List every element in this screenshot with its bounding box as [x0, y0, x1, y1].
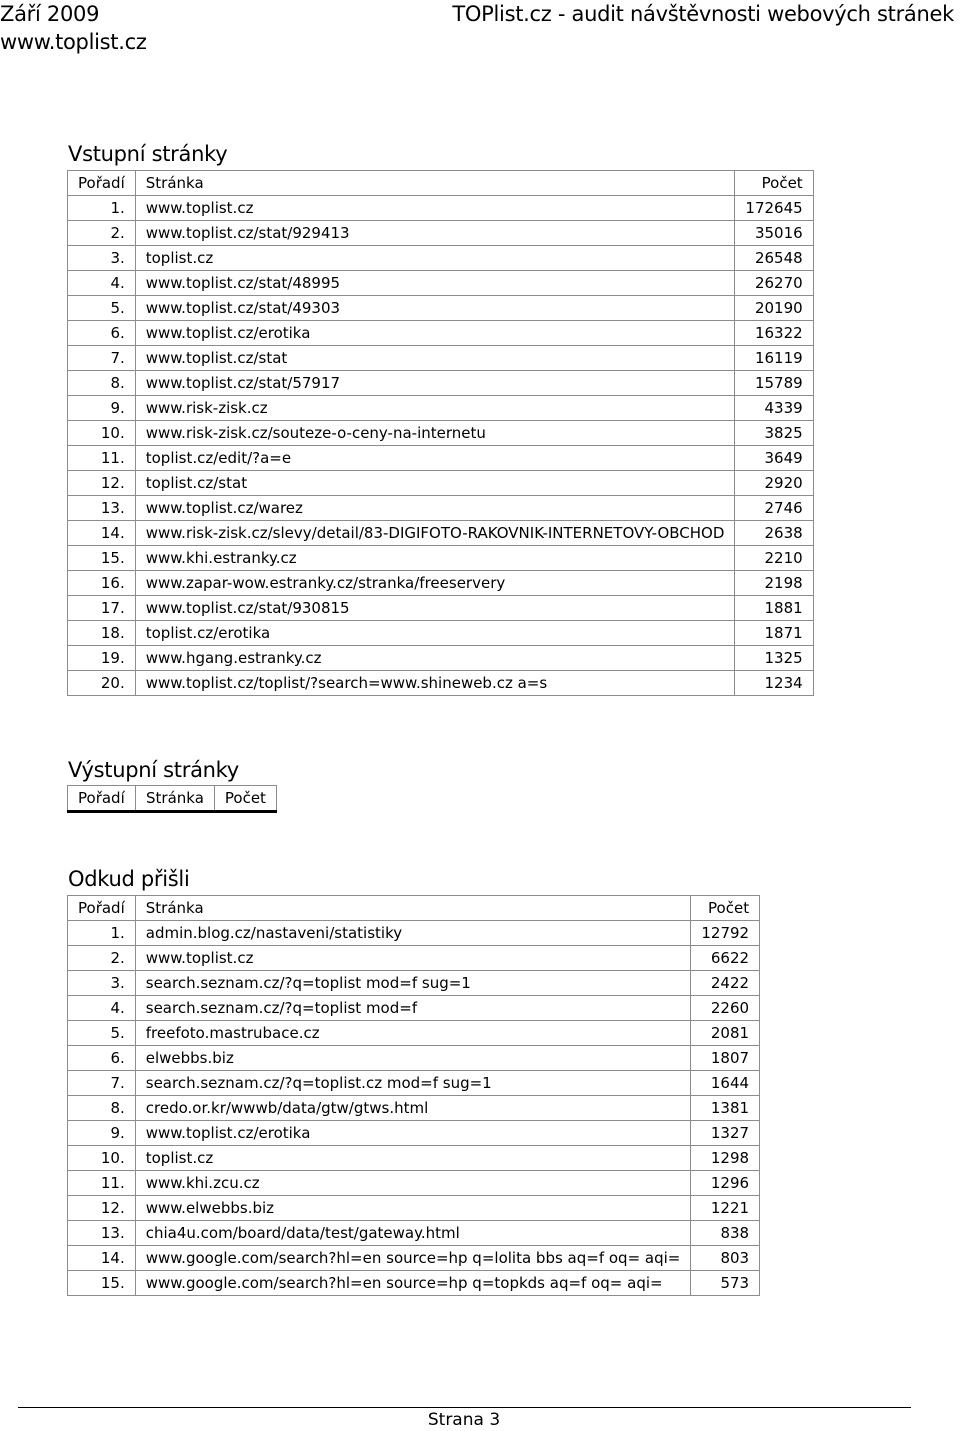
table-row: [68, 1271, 760, 1296]
row-page: www.toplist.cz/stat/929413: [135, 221, 735, 246]
table-row: [68, 1121, 760, 1146]
table-row: [68, 1171, 760, 1196]
table-row: [68, 1096, 760, 1121]
table-row: [68, 1246, 760, 1271]
row-page: www.toplist.cz/stat/49303: [135, 296, 735, 321]
row-count: 1221: [691, 1196, 760, 1221]
table-row: [68, 371, 814, 396]
row-count: 1807: [691, 1046, 760, 1071]
row-count: 12792: [691, 921, 760, 946]
row-rank: 12.: [68, 471, 136, 496]
row-rank: 11.: [68, 446, 136, 471]
row-count: 4339: [735, 396, 813, 421]
row-page: www.google.com/search?hl=en source=hp q=topkds aq=f oq= aqi=: [135, 1271, 691, 1296]
row-count: 2260: [691, 996, 760, 1021]
table-row: [68, 996, 760, 1021]
row-page: www.khi.estranky.cz: [135, 546, 735, 571]
row-page: toplist.cz/stat: [135, 471, 735, 496]
row-page: toplist.cz: [135, 1146, 691, 1171]
row-count: 573: [691, 1271, 760, 1296]
table-row: [68, 1221, 760, 1246]
table-row: [68, 621, 814, 646]
row-page: www.risk-zisk.cz/souteze-o-ceny-na-internetu: [135, 421, 735, 446]
row-page: freefoto.mastrubace.cz: [135, 1021, 691, 1046]
row-count: 6622: [691, 946, 760, 971]
table-row: [68, 421, 814, 446]
column-header-rank: Pořadí: [68, 171, 136, 196]
table-row: [68, 946, 760, 971]
column-header-page: Stránka: [136, 786, 215, 812]
row-page: www.google.com/search?hl=en source=hp q=lolita bbs aq=f oq= aqi=: [135, 1246, 691, 1271]
table-row: [68, 271, 814, 296]
row-rank: 3.: [68, 246, 136, 271]
row-count: 1881: [735, 596, 813, 621]
row-rank: 15.: [68, 1271, 136, 1296]
row-page: www.toplist.cz/erotika: [135, 321, 735, 346]
referrers-table: [67, 895, 760, 1296]
row-page: admin.blog.cz/nastaveni/statistiky: [135, 921, 691, 946]
column-header-rank: Pořadí: [68, 786, 136, 812]
row-rank: 12.: [68, 1196, 136, 1221]
table-row: [68, 1071, 760, 1096]
row-page: search.seznam.cz/?q=toplist mod=f: [135, 996, 691, 1021]
row-page: www.hgang.estranky.cz: [135, 646, 735, 671]
row-rank: 19.: [68, 646, 136, 671]
row-count: 2638: [735, 521, 813, 546]
row-rank: 14.: [68, 521, 136, 546]
table-row: [68, 921, 760, 946]
row-count: 803: [691, 1246, 760, 1271]
column-header-page: Stránka: [135, 171, 735, 196]
row-rank: 2.: [68, 946, 136, 971]
row-count: 1234: [735, 671, 813, 696]
row-page: www.toplist.cz/stat/48995: [135, 271, 735, 296]
row-count: 35016: [735, 221, 813, 246]
table-row: [68, 496, 814, 521]
row-page: credo.or.kr/wwwb/data/gtw/gtws.html: [135, 1096, 691, 1121]
row-count: 2081: [691, 1021, 760, 1046]
row-count: 2198: [735, 571, 813, 596]
table-row: [68, 1046, 760, 1071]
table-row: [68, 396, 814, 421]
row-rank: 13.: [68, 1221, 136, 1246]
footer-divider: [18, 1407, 911, 1408]
row-rank: 11.: [68, 1171, 136, 1196]
row-page: www.toplist.cz/warez: [135, 496, 735, 521]
column-header-rank: Pořadí: [68, 896, 136, 921]
row-rank: 14.: [68, 1246, 136, 1271]
row-rank: 18.: [68, 621, 136, 646]
row-page: toplist.cz: [135, 246, 735, 271]
exit-pages-table: [67, 785, 277, 813]
row-count: 26548: [735, 246, 813, 271]
table-header-row: [68, 896, 760, 921]
table-row: [68, 246, 814, 271]
row-count: 1644: [691, 1071, 760, 1096]
table-row: [68, 446, 814, 471]
table-row: [68, 546, 814, 571]
entry-pages-table: [67, 170, 814, 696]
row-rank: 8.: [68, 371, 136, 396]
table-row: [68, 671, 814, 696]
row-count: 16322: [735, 321, 813, 346]
row-page: search.seznam.cz/?q=toplist mod=f sug=1: [135, 971, 691, 996]
row-count: 1327: [691, 1121, 760, 1146]
row-rank: 4.: [68, 271, 136, 296]
table-row: [68, 321, 814, 346]
table-header-row: [68, 786, 277, 812]
row-page: toplist.cz/edit/?a=e: [135, 446, 735, 471]
row-rank: 1.: [68, 196, 136, 221]
row-count: 1298: [691, 1146, 760, 1171]
row-count: 1325: [735, 646, 813, 671]
row-page: chia4u.com/board/data/test/gateway.html: [135, 1221, 691, 1246]
row-rank: 7.: [68, 1071, 136, 1096]
exit-pages-title: Výstupní stránky: [68, 758, 239, 782]
row-rank: 1.: [68, 921, 136, 946]
row-rank: 15.: [68, 546, 136, 571]
table-row: [68, 1146, 760, 1171]
row-rank: 17.: [68, 596, 136, 621]
header-title: TOPlist.cz - audit návštěvnosti webových stránek: [452, 2, 954, 26]
row-rank: 13.: [68, 496, 136, 521]
table-row: [68, 1196, 760, 1221]
row-page: www.toplist.cz: [135, 946, 691, 971]
table-row: [68, 971, 760, 996]
table-row: [68, 1021, 760, 1046]
footer-page-number: Strana 3: [427, 1410, 501, 1430]
row-count: 2210: [735, 546, 813, 571]
row-count: 2746: [735, 496, 813, 521]
row-count: 3649: [735, 446, 813, 471]
row-rank: 9.: [68, 396, 136, 421]
table-row: [68, 521, 814, 546]
column-header-count: Počet: [214, 786, 276, 812]
row-page: search.seznam.cz/?q=toplist.cz mod=f sug=1: [135, 1071, 691, 1096]
row-rank: 6.: [68, 321, 136, 346]
row-page: elwebbs.biz: [135, 1046, 691, 1071]
row-count: 16119: [735, 346, 813, 371]
row-count: 1871: [735, 621, 813, 646]
row-page: www.elwebbs.biz: [135, 1196, 691, 1221]
table-header-row: [68, 171, 814, 196]
row-page: www.toplist.cz/stat/930815: [135, 596, 735, 621]
row-rank: 6.: [68, 1046, 136, 1071]
row-count: 1381: [691, 1096, 760, 1121]
table-row: [68, 346, 814, 371]
row-rank: 10.: [68, 1146, 136, 1171]
row-page: www.khi.zcu.cz: [135, 1171, 691, 1196]
row-rank: 5.: [68, 296, 136, 321]
entry-pages-title: Vstupní stránky: [68, 142, 228, 166]
row-rank: 8.: [68, 1096, 136, 1121]
row-count: 2422: [691, 971, 760, 996]
row-count: 2920: [735, 471, 813, 496]
row-count: 838: [691, 1221, 760, 1246]
table-row: [68, 596, 814, 621]
referrers-title: Odkud přišli: [68, 867, 190, 891]
row-rank: 3.: [68, 971, 136, 996]
row-rank: 16.: [68, 571, 136, 596]
row-page: toplist.cz/erotika: [135, 621, 735, 646]
row-page: www.risk-zisk.cz: [135, 396, 735, 421]
row-count: 20190: [735, 296, 813, 321]
row-count: 172645: [735, 196, 813, 221]
row-count: 26270: [735, 271, 813, 296]
row-page: www.toplist.cz/erotika: [135, 1121, 691, 1146]
table-row: [68, 221, 814, 246]
row-page: www.toplist.cz/stat/57917: [135, 371, 735, 396]
row-count: 1296: [691, 1171, 760, 1196]
row-page: www.toplist.cz/stat: [135, 346, 735, 371]
column-header-count: Počet: [691, 896, 760, 921]
row-count: 15789: [735, 371, 813, 396]
table-row: [68, 196, 814, 221]
table-row: [68, 296, 814, 321]
header-date: Září 2009: [0, 2, 100, 26]
row-page: www.zapar-wow.estranky.cz/stranka/freeservery: [135, 571, 735, 596]
row-rank: 2.: [68, 221, 136, 246]
row-page: www.toplist.cz: [135, 196, 735, 221]
row-count: 3825: [735, 421, 813, 446]
row-rank: 9.: [68, 1121, 136, 1146]
row-rank: 5.: [68, 1021, 136, 1046]
row-page: www.risk-zisk.cz/slevy/detail/83-DIGIFOTO-RAKOVNIK-INTERNETOVY-OBCHOD: [135, 521, 735, 546]
table-row: [68, 571, 814, 596]
column-header-page: Stránka: [135, 896, 691, 921]
row-rank: 20.: [68, 671, 136, 696]
table-row: [68, 646, 814, 671]
header-site: www.toplist.cz: [0, 30, 147, 54]
column-header-count: Počet: [735, 171, 813, 196]
row-rank: 7.: [68, 346, 136, 371]
row-page: www.toplist.cz/toplist/?search=www.shineweb.cz a=s: [135, 671, 735, 696]
row-rank: 4.: [68, 996, 136, 1021]
row-rank: 10.: [68, 421, 136, 446]
table-row: [68, 471, 814, 496]
